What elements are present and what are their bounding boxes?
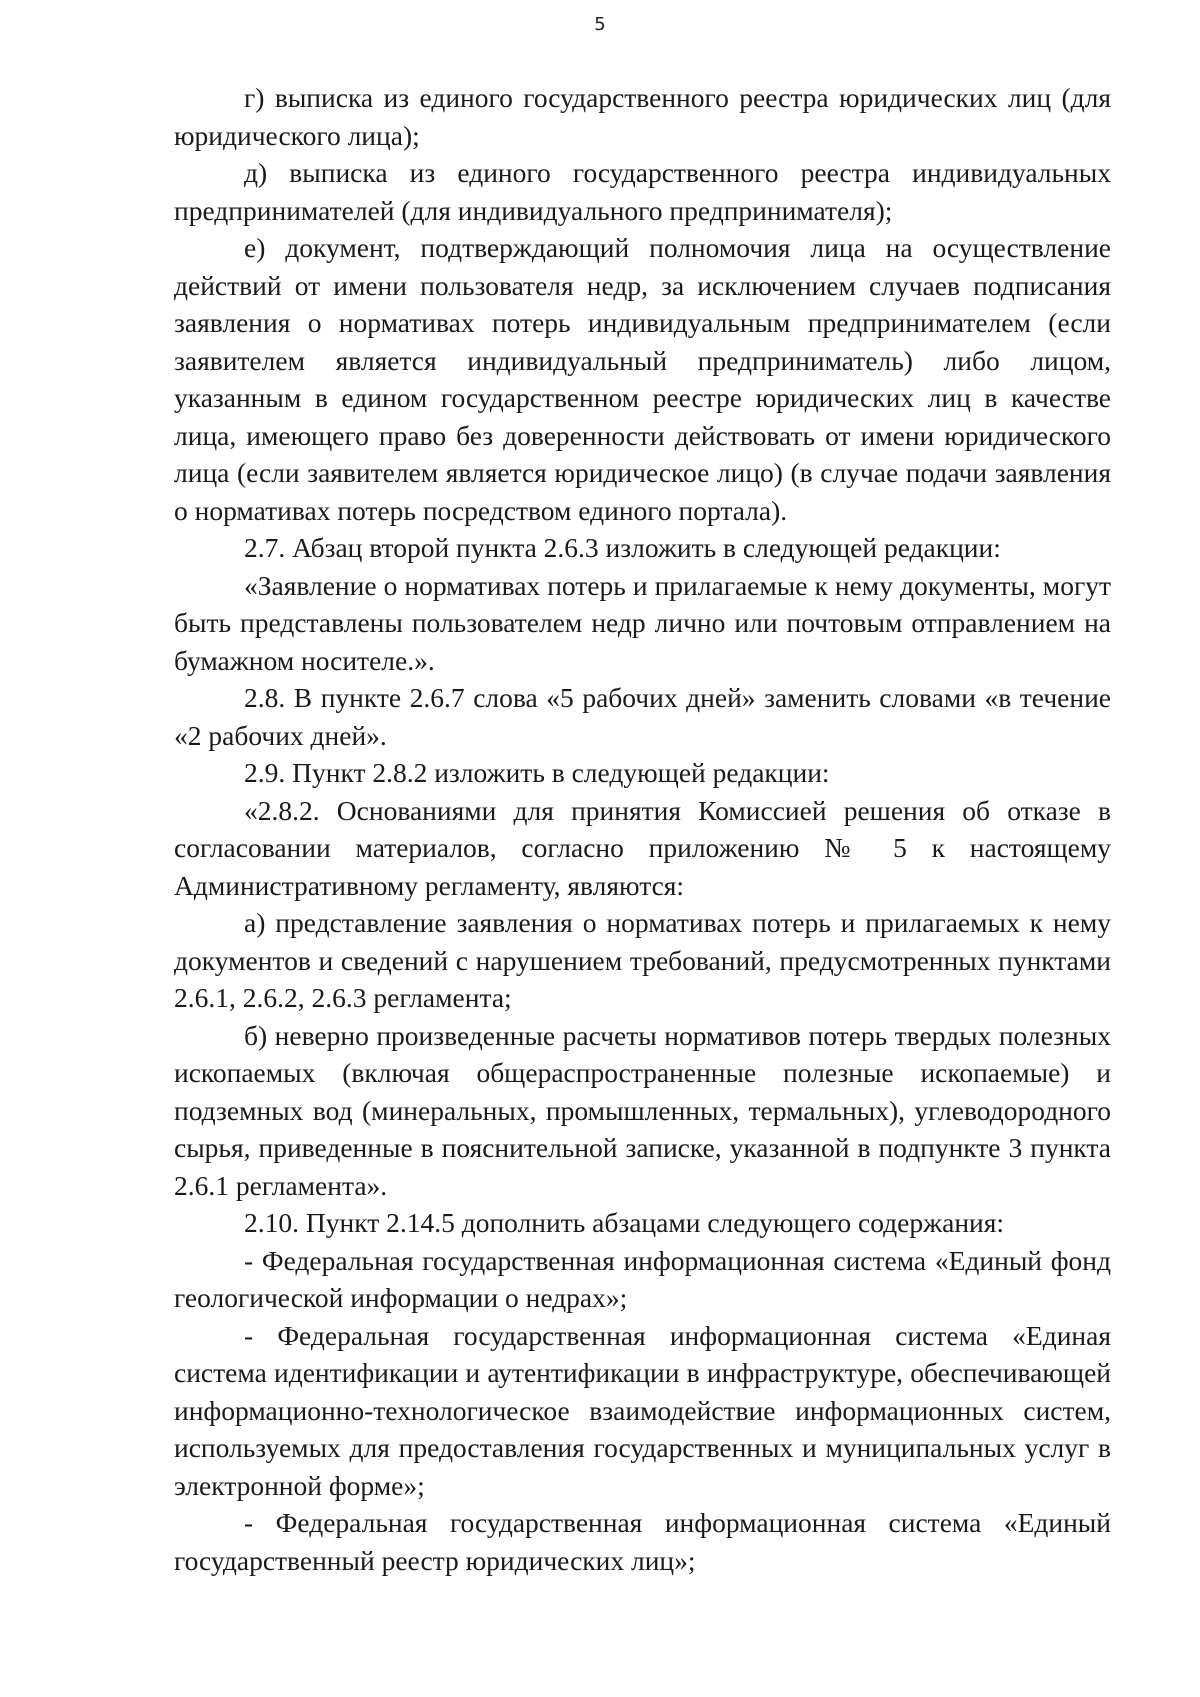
list-item-fgis-geo-fund: - Федеральная государственная информационная система «Единый фонд геологической информации о недрах»;: [174, 1244, 1111, 1313]
document-body: [174, 79, 1111, 1579]
paragraph-2-9: 2.9. Пункт 2.8.2 изложить в следующей редакции:: [244, 757, 830, 788]
list-item-fgis-esia: - Федеральная государственная информационная система «Единая система идентификации и аутентификации в инфраструктуре, обеспечивающей информационно-технологическое взаимодействие информационных систем, используемых для предоставления государственных и муниципальных услуг в электронной форме»;: [174, 1319, 1111, 1501]
paragraph-e-authority-document: е) документ, подтверждающий полномочия лица на осуществление действий от имени пользователя недр, за исключением случаев подписания заявления о нормативах потерь индивидуальным предпринимателем (если заявителем является индивидуальный предприниматель) либо лицом, указанным в едином государственном реестре юридических лиц в качестве лица, имеющего право без доверенности действовать от имени юридического лица (если заявителем является юридическое лицо) (в случае подачи заявления о нормативах потерь посредством единого портала).: [174, 232, 1111, 526]
list-item-fgis-egrul: - Федеральная государственная информационная система «Единый государственный реестр юридических лиц»;: [174, 1507, 1111, 1576]
paragraph-d-egrip-extract: д) выписка из единого государственного реестра индивидуальных предпринимателей (для индивидуального предпринимателя);: [174, 157, 1111, 226]
paragraph-2-7: 2.7. Абзац второй пункта 2.6.3 изложить в следующей редакции:: [244, 532, 1001, 563]
paragraph-g-egrul-extract: г) выписка из единого государственного реестра юридических лиц (для юридического лица);: [174, 82, 1111, 151]
paragraph-2-8: 2.8. В пункте 2.6.7 слова «5 рабочих дней» заменить словами «в течение «2 рабочих дней».: [174, 682, 1111, 751]
paragraph-2-7-quote: «Заявление о нормативах потерь и прилагаемые к нему документы, могут быть представлены пользователем недр лично или почтовым отправлением на бумажном носителе.».: [174, 569, 1111, 676]
paragraph-b-incorrect-calculations: б) неверно произведенные расчеты нормативов потерь твердых полезных ископаемых (включая общераспространенные полезные ископаемые) и подземных вод (минеральных, промышленных, термальных), углеводородного сырья, приведенные в пояснительной записке, указанной в подпункте 3 пункта 2.6.1 регламента».: [174, 1019, 1111, 1201]
paragraph-a-requirements-violation: а) представление заявления о нормативах потерь и прилагаемых к нему документов и сведений с нарушением требований, предусмотренных пунктами 2.6.1, 2.6.2, 2.6.3 регламента;: [174, 907, 1111, 1013]
paragraph-2-8-2-quote: «2.8.2. Основаниями для принятия Комиссией решения об отказе в согласовании материалов, согласно приложению № 5 к настоящему Административному регламенту, являются:: [174, 794, 1111, 901]
paragraph-2-10: 2.10. Пункт 2.14.5 дополнить абзацами следующего содержания:: [244, 1207, 1005, 1238]
page-number: 5: [594, 14, 606, 35]
